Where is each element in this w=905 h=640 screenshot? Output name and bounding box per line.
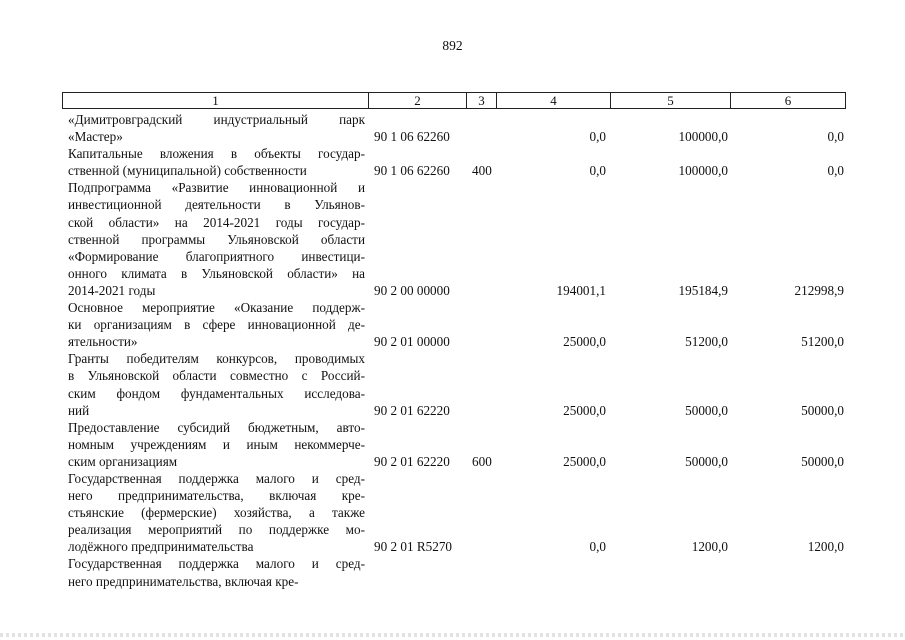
scan-edge-artifact — [0, 633, 905, 637]
header-col-1: 1 — [63, 93, 369, 108]
table-row — [68, 179, 846, 299]
row-name-line: Подпрограмма «Развитие инновационной и — [68, 180, 365, 196]
table-row — [68, 470, 846, 555]
row-name-line: Гранты победителям конкурсов, проводимых — [68, 351, 365, 367]
row-name — [68, 179, 365, 299]
row-name-line: Капитальные вложения в объекты государ- — [68, 146, 365, 162]
row-value-2020: 51200,0 — [685, 334, 728, 350]
row-name-line: инвестиционной деятельности в Ульянов- — [68, 197, 365, 213]
row-code: 90 2 01 62220 — [374, 453, 450, 469]
row-name-line: ским организациям — [68, 453, 178, 469]
row-value-2021: 50000,0 — [801, 402, 844, 418]
row-name-line: номным учреждениям и иным некоммерче- — [68, 436, 365, 452]
row-code: 90 2 00 00000 — [374, 282, 450, 298]
row-value-2020: 50000,0 — [685, 453, 728, 469]
row-name-line: реализация мероприятий по поддержке мо- — [68, 522, 365, 538]
table-row — [68, 555, 846, 589]
row-name-line: ской области» на 2014-2021 годы государ- — [68, 214, 365, 230]
header-col-3: 3 — [467, 93, 497, 108]
table-row — [68, 350, 846, 418]
row-value-2020: 1200,0 — [691, 539, 728, 555]
row-value-2019: 25000,0 — [563, 453, 606, 469]
row-name — [68, 470, 365, 555]
row-name-line: лодёжного предпринимательства — [68, 539, 254, 555]
row-value-2021: 212998,9 — [794, 282, 844, 298]
row-value-2019: 0,0 — [589, 129, 606, 145]
row-name — [68, 145, 365, 179]
row-value-2021: 1200,0 — [807, 539, 844, 555]
row-code: 90 2 01 00000 — [374, 334, 450, 350]
row-value-2019: 0,0 — [589, 539, 606, 555]
row-name-line: «Димитровградский индустриальный парк — [68, 112, 365, 127]
row-name-line: ки организациям в сфере инновационной де- — [68, 317, 365, 333]
row-name-line: стьянские (фермерские) хозяйства, а также — [68, 505, 365, 521]
row-value-2019: 194001,1 — [556, 282, 606, 298]
row-code: 90 2 01 R5270 — [374, 539, 453, 555]
row-value-2021: 51200,0 — [801, 334, 844, 350]
row-value-2020: 195184,9 — [678, 282, 728, 298]
table-header — [62, 92, 846, 109]
row-value-2020: 100000,0 — [678, 163, 728, 179]
table-row — [68, 419, 846, 470]
row-expense-type: 400 — [472, 163, 492, 179]
row-name — [68, 111, 365, 145]
row-name-line: него предпринимательства, включая кре- — [68, 488, 365, 504]
header-col-2: 2 — [369, 93, 467, 108]
row-code: 90 1 06 62260 — [374, 129, 450, 145]
row-value-2019: 0,0 — [589, 163, 606, 179]
row-name-line: ятельности» — [68, 334, 138, 350]
table-body — [68, 111, 846, 590]
row-name-line: ний — [68, 402, 90, 418]
row-name — [68, 299, 365, 350]
row-code: 90 2 01 62220 — [374, 402, 450, 418]
row-name-line: Государственная поддержка малого и сред- — [68, 556, 365, 572]
row-name-line: ским фондом фундаментальных исследова- — [68, 385, 365, 401]
row-name — [68, 350, 365, 418]
row-code: 90 1 06 62260 — [374, 163, 450, 179]
row-name-line: Предоставление субсидий бюджетным, авто- — [68, 419, 365, 435]
row-name — [68, 419, 365, 470]
row-name-line: ственной программы Ульяновской области — [68, 231, 365, 247]
row-name-line: Государственная поддержка малого и сред- — [68, 470, 365, 486]
row-expense-type: 600 — [472, 453, 492, 469]
header-col-5: 5 — [611, 93, 731, 108]
row-name-line: Основное мероприятие «Оказание поддерж- — [68, 300, 365, 316]
row-value-2020: 100000,0 — [678, 129, 728, 145]
row-name — [68, 555, 365, 589]
table-row — [68, 299, 846, 350]
header-col-6: 6 — [784, 93, 792, 108]
row-value-2021: 0,0 — [827, 129, 844, 145]
row-name-line: онного климата в Ульяновской области» на — [68, 265, 365, 281]
row-name-line: ственной (муниципальной) собственности — [68, 163, 307, 179]
page-number: 892 — [442, 38, 463, 53]
row-name-line: в Ульяновской области совместно с Россий- — [68, 368, 365, 384]
row-name-line: 2014-2021 годы — [68, 282, 156, 298]
row-value-2021: 50000,0 — [801, 453, 844, 469]
row-value-2021: 0,0 — [827, 163, 844, 179]
row-name-line: него предпринимательства, включая кре- — [68, 573, 299, 589]
row-value-2019: 25000,0 — [563, 402, 606, 418]
table-row — [68, 145, 846, 179]
row-value-2019: 25000,0 — [563, 334, 606, 350]
row-name-line: «Мастер» — [68, 129, 123, 145]
header-col-4: 4 — [497, 93, 611, 108]
table-row — [68, 111, 846, 145]
row-name-line: «Формирование благоприятного инвестици- — [68, 248, 365, 264]
row-value-2020: 50000,0 — [685, 402, 728, 418]
